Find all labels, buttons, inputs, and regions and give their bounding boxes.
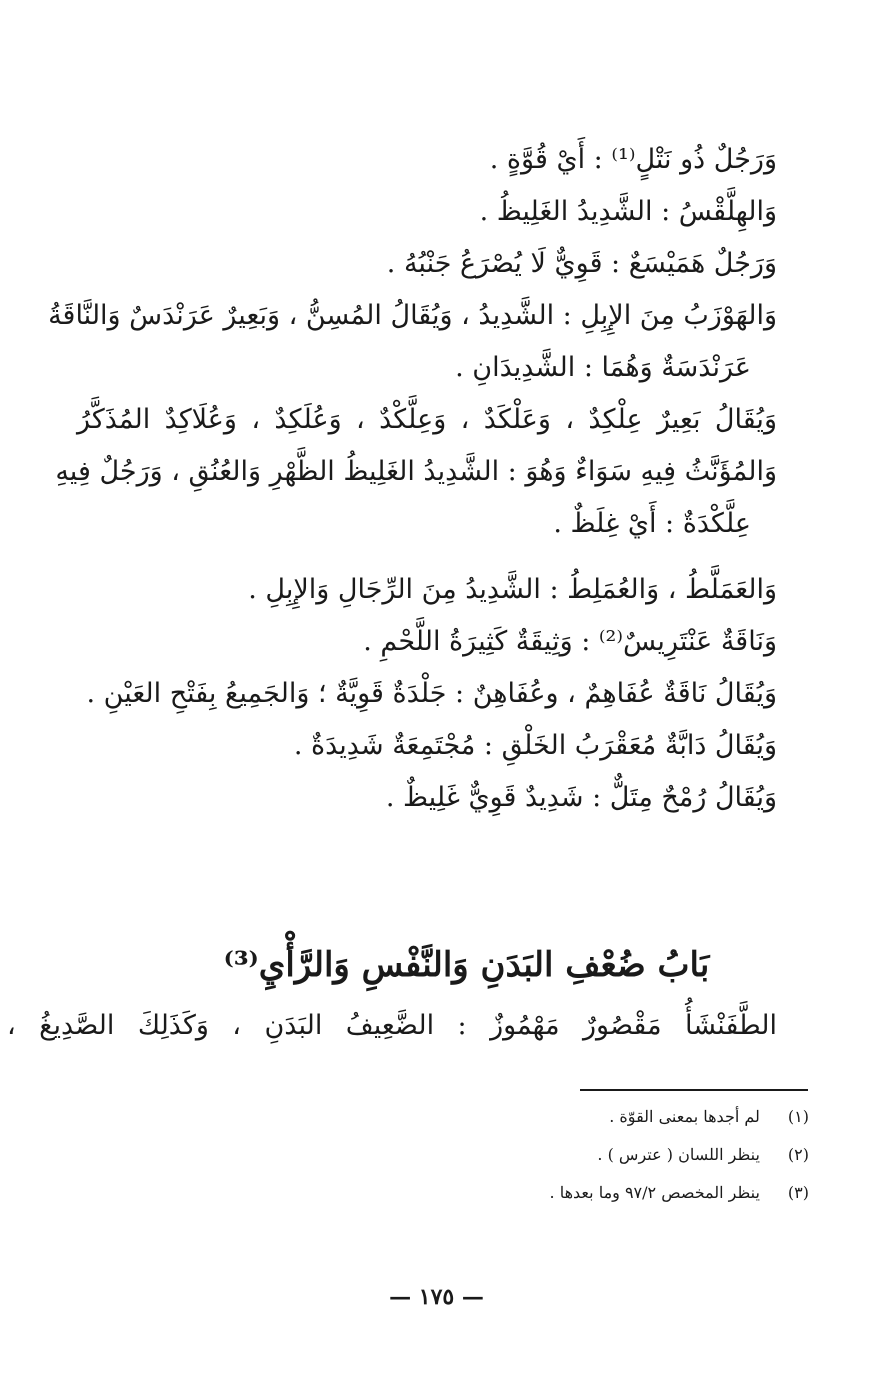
text-line: وَالهِلَّقْسُ : الشَّدِيدُ الغَلِيظُ . bbox=[479, 196, 777, 227]
text-line: وَالمُؤَنَّثُ فِيهِ سَوَاءٌ وَهُوَ : الشَّدِيدُ الغَلِيظُ الظَّهْرِ وَالعُنُقِ ، وَرَجُلٌ فِيهِ bbox=[55, 456, 777, 487]
footnote-number: (٣) bbox=[787, 1183, 809, 1202]
text-line: عَرَنْدَسَةٌ وَهُمَا : الشَّدِيدَانِ . bbox=[455, 352, 751, 383]
text-line: عِلَّكْدَةٌ : أَيْ غِلَظٌ . bbox=[553, 508, 751, 539]
footnote-item bbox=[389, 1098, 809, 1136]
text-line: وَيُقَالُ بَعِيرٌ عِلْكِدٌ ، وَعَلْكَدٌ ، وَعِلَّكْدٌ ، وَعُلَكِدٌ ، وَعُلَاكِدٌ المُذَكَّرُ bbox=[77, 404, 777, 435]
page-number: — ١٧٥ — bbox=[389, 1284, 484, 1310]
footnote-divider bbox=[580, 1089, 808, 1091]
footnote-text: ينظر اللسان ( عترس ) . bbox=[597, 1145, 760, 1164]
text-line: وَالعَمَلَّطُ ، وَالعُمَلِطُ : الشَّدِيدُ مِنَ الرِّجَالِ وَالإِبِلِ . bbox=[248, 574, 777, 605]
footnote-number: (١) bbox=[787, 1107, 809, 1126]
footnote-text: ينظر المخصص ٩٧/٢ وما بعدها . bbox=[549, 1183, 760, 1202]
footnotes bbox=[389, 1098, 809, 1212]
text-line: وَيُقَالُ نَاقَةٌ عُفَاهِمٌ ، وعُفَاهِنٌ : جَلْدَةٌ قَوِيَّةٌ ؛ وَالجَمِيعُ بِفَتْحِ العَيْنِ . bbox=[86, 678, 777, 709]
text-line: وَرَجُلٌ هَمَيْسَعٌ : قَوِيٌّ لَا يُصْرَعُ جَنْبُهُ . bbox=[386, 248, 777, 279]
text-line: وَنَاقَةٌ عَنْتَرِيسٌ⁽²⁾ : وَثِيقَةٌ كَثِيرَةُ اللَّحْمِ . bbox=[363, 626, 777, 657]
text-line: الطَّفَنْشَأُ مَقْصُورٌ مَهْمُوزٌ : الضَّعِيفُ البَدَنِ ، وَكَذَلِكَ الصَّدِيغُ ، bbox=[7, 1010, 777, 1041]
body-text bbox=[48, 134, 777, 824]
chapter-heading: بَابُ ضُعْفِ البَدَنِ وَالنَّفْسِ وَالرَّأْيِ⁽³⁾ bbox=[223, 945, 710, 985]
text-line: وَيُقَالُ دَابَّةٌ مُعَقْرَبُ الخَلْقِ : مُجْتَمِعَةٌ شَدِيدَةٌ . bbox=[293, 730, 777, 761]
footnote-text: لم أجدها بمعنى القوّة . bbox=[609, 1107, 760, 1126]
footnote-item bbox=[389, 1174, 809, 1212]
footnote-item bbox=[389, 1136, 809, 1174]
text-line: وَالهَوْزَبُ مِنَ الإِبِلِ : الشَّدِيدُ ، وَيُقَالُ المُسِنُّ ، وَبَعِيرٌ عَرَنْدَسٌ وَالنَّاقَةُ bbox=[48, 300, 777, 331]
text-line: وَيُقَالُ رُمْحٌ مِتَلٌّ : شَدِيدٌ قَوِيٌّ غَلِيظٌ . bbox=[385, 782, 777, 813]
text-line: وَرَجُلٌ ذُو نَتْلٍ⁽¹⁾ : أَيْ قُوَّةٍ . bbox=[489, 144, 777, 175]
footnote-number: (٢) bbox=[787, 1145, 809, 1164]
